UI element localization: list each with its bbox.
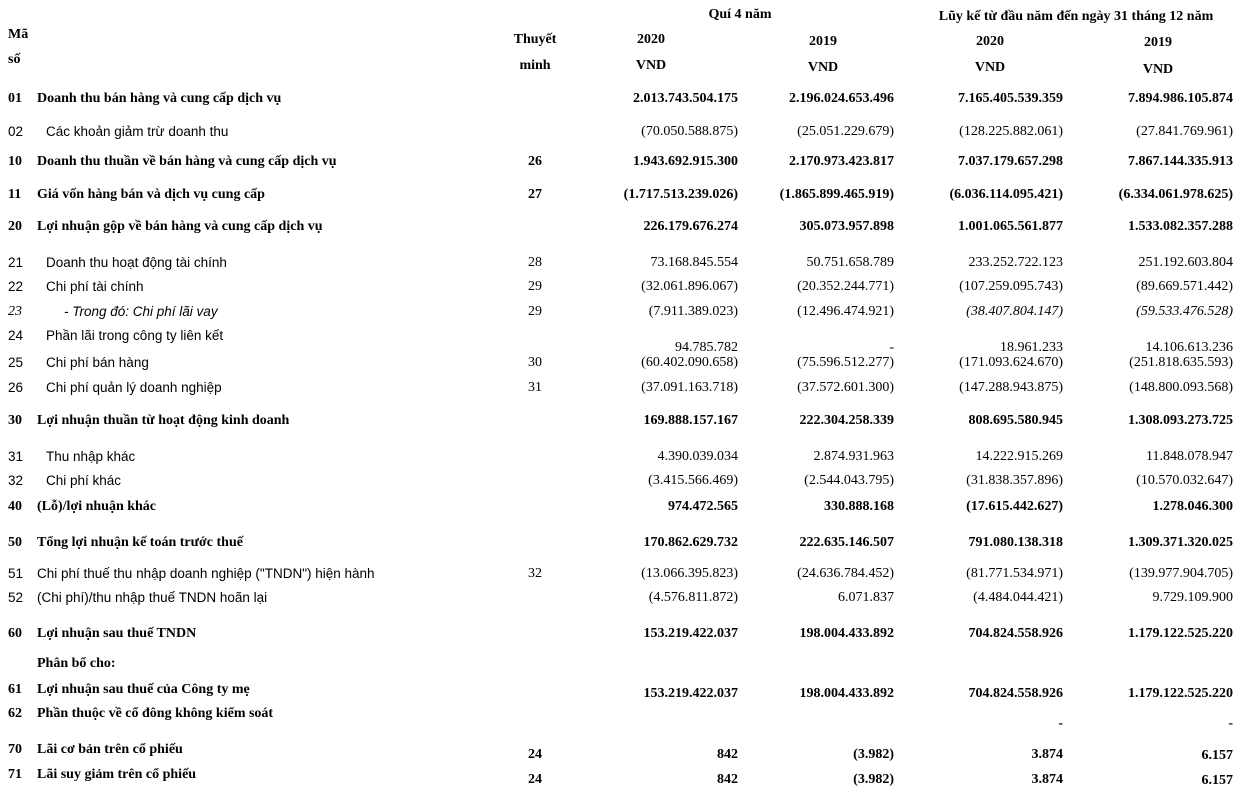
row-code: 61 xyxy=(8,682,22,697)
header-col4-year: 2019 xyxy=(1144,35,1172,50)
value-ytd-2020: (4.484.044.421) xyxy=(973,590,1063,605)
header-col1-unit: VND xyxy=(635,58,667,73)
row-code: 26 xyxy=(8,380,24,395)
value-q4-2019: 305.073.957.898 xyxy=(799,219,894,234)
table-row xyxy=(0,413,1250,433)
row-label: (Chi phí)/thu nhập thuế TNDN hoãn lại xyxy=(37,590,268,605)
row-label: Giá vốn hàng bán và dịch vụ cung cấp xyxy=(37,187,265,202)
value-q4-2019: 222.635.146.507 xyxy=(799,535,894,550)
row-note: 27 xyxy=(528,187,542,202)
row-label: Lợi nhuận thuần từ hoạt động kinh doanh xyxy=(37,413,290,428)
value-q4-2019: 2.170.973.423.817 xyxy=(789,154,894,169)
row-code: 40 xyxy=(8,499,22,514)
row-code: 10 xyxy=(8,154,22,169)
value-q4-2019: (3.982) xyxy=(853,747,894,762)
value-ytd-2019: 1.179.122.525.220 xyxy=(1128,626,1233,641)
table-row xyxy=(0,255,1250,275)
value-ytd-2019: (27.841.769.961) xyxy=(1136,124,1233,139)
value-ytd-2020: 7.037.179.657.298 xyxy=(958,154,1063,169)
value-ytd-2019: (139.977.904.705) xyxy=(1129,566,1233,581)
row-code: 31 xyxy=(8,449,24,464)
row-label: Các khoản giảm trừ doanh thu xyxy=(46,124,229,139)
value-ytd-2019: 1.309.371.320.025 xyxy=(1128,535,1233,550)
value-q4-2020: (37.091.163.718) xyxy=(641,380,738,395)
value-q4-2020: (70.050.588.875) xyxy=(641,124,738,139)
row-note: 24 xyxy=(528,747,542,762)
table-row xyxy=(0,590,1250,610)
value-ytd-2019: 1.308.093.273.725 xyxy=(1128,413,1233,428)
value-q4-2020: 842 xyxy=(717,772,738,787)
table-row xyxy=(0,304,1250,324)
table-row xyxy=(0,706,1250,731)
header-group-ytd: Lũy kế từ đầu năm đến ngày 31 tháng 12 năm xyxy=(938,9,1214,24)
row-label: (Lỗ)/lợi nhuận khác xyxy=(37,499,157,514)
row-label: Doanh thu hoạt động tài chính xyxy=(46,255,227,270)
value-ytd-2019: 6.157 xyxy=(1201,773,1233,788)
row-label: Tổng lợi nhuận kế toán trước thuế xyxy=(37,535,243,550)
header-note-bottom: minh xyxy=(519,58,551,73)
value-ytd-2020: - xyxy=(1058,716,1063,731)
row-code: 22 xyxy=(8,279,24,294)
value-q4-2020: 170.862.629.732 xyxy=(643,535,738,550)
row-code: 50 xyxy=(8,535,22,550)
value-q4-2020: 153.219.422.037 xyxy=(643,626,738,641)
value-q4-2020: 153.219.422.037 xyxy=(643,686,738,701)
table-row xyxy=(0,187,1250,207)
value-q4-2020: 2.013.743.504.175 xyxy=(633,91,738,106)
value-q4-2020: (13.066.395.823) xyxy=(641,566,738,581)
value-q4-2019: (75.596.512.277) xyxy=(797,355,894,370)
header-col1-year: 2020 xyxy=(637,32,665,47)
row-code: 02 xyxy=(8,124,24,139)
value-q4-2019: 198.004.433.892 xyxy=(799,686,894,701)
row-label: Lợi nhuận sau thuế của Công ty mẹ xyxy=(37,682,250,697)
value-ytd-2019: 9.729.109.900 xyxy=(1152,590,1233,605)
value-q4-2020: 974.472.565 xyxy=(668,499,738,514)
row-code: 51 xyxy=(8,566,24,581)
value-q4-2019: (3.982) xyxy=(853,772,894,787)
row-label: Phân bổ cho: xyxy=(37,656,116,671)
row-note: 30 xyxy=(528,355,542,370)
value-ytd-2019: (148.800.093.568) xyxy=(1129,380,1233,395)
value-ytd-2019: (59.533.476.528) xyxy=(1136,304,1233,319)
value-ytd-2019: (251.818.635.593) xyxy=(1129,355,1233,370)
row-code: 60 xyxy=(8,626,22,641)
row-code: 11 xyxy=(8,187,22,202)
table-row xyxy=(0,449,1250,469)
value-q4-2020: 169.888.157.167 xyxy=(643,413,738,428)
header-col2-year: 2019 xyxy=(809,34,837,49)
row-label: Lãi cơ bản trên cổ phiếu xyxy=(37,742,183,757)
row-note: 24 xyxy=(528,772,542,787)
row-code: 23 xyxy=(8,304,22,319)
value-q4-2019: (20.352.244.771) xyxy=(797,279,894,294)
value-q4-2020: 73.168.845.554 xyxy=(650,255,738,270)
value-ytd-2020: (128.225.882.061) xyxy=(959,124,1063,139)
table-row xyxy=(0,473,1250,493)
value-ytd-2019: 11.848.078.947 xyxy=(1146,449,1233,464)
table-row xyxy=(0,380,1250,400)
table-row xyxy=(0,535,1250,555)
value-q4-2020: (32.061.896.067) xyxy=(641,279,738,294)
value-ytd-2020: 3.874 xyxy=(1031,747,1063,762)
row-label: - Trong đó: Chi phí lãi vay xyxy=(64,304,218,319)
value-ytd-2019: (10.570.032.647) xyxy=(1136,473,1233,488)
row-note: 29 xyxy=(528,279,542,294)
value-ytd-2020: (171.093.624.670) xyxy=(959,355,1063,370)
value-ytd-2020: 704.824.558.926 xyxy=(968,626,1063,641)
table-row xyxy=(0,124,1250,144)
value-ytd-2019: 1.278.046.300 xyxy=(1152,499,1233,514)
value-ytd-2019: 251.192.603.804 xyxy=(1138,255,1233,270)
row-label: Phần thuộc về cổ đông không kiểm soát xyxy=(37,706,274,721)
table-row xyxy=(0,328,1250,355)
table-row xyxy=(0,566,1250,586)
value-q4-2019: - xyxy=(889,340,894,355)
row-label: Chi phí tài chính xyxy=(46,279,144,294)
row-code: 62 xyxy=(8,706,22,721)
row-label: Doanh thu bán hàng và cung cấp dịch vụ xyxy=(37,91,282,106)
value-ytd-2020: 808.695.580.945 xyxy=(968,413,1063,428)
row-label: Thu nhập khác xyxy=(46,449,136,464)
row-code: 71 xyxy=(8,767,22,782)
value-ytd-2019: - xyxy=(1228,716,1233,731)
value-q4-2019: (2.544.043.795) xyxy=(804,473,894,488)
header-group-quarter: Quí 4 năm xyxy=(708,7,772,22)
header-col2-unit: VND xyxy=(807,60,839,75)
value-q4-2019: (37.572.601.300) xyxy=(797,380,894,395)
row-label: Lợi nhuận gộp về bán hàng và cung cấp dịch vụ xyxy=(37,219,323,234)
value-q4-2019: (25.051.229.679) xyxy=(797,124,894,139)
row-note: 29 xyxy=(528,304,542,319)
value-ytd-2020: 3.874 xyxy=(1031,772,1063,787)
value-ytd-2020: (17.615.442.627) xyxy=(966,499,1063,514)
value-ytd-2020: 791.080.138.318 xyxy=(968,535,1063,550)
value-ytd-2019: 7.867.144.335.913 xyxy=(1128,154,1233,169)
value-ytd-2020: (107.259.095.743) xyxy=(959,279,1063,294)
value-q4-2020: 842 xyxy=(717,747,738,762)
value-ytd-2020: (81.771.534.971) xyxy=(966,566,1063,581)
row-code: 01 xyxy=(8,91,22,106)
value-ytd-2019: 14.106.613.236 xyxy=(1145,340,1233,355)
header-code-bottom: số xyxy=(8,52,21,67)
row-code: 30 xyxy=(8,413,22,428)
table-row xyxy=(0,219,1250,239)
row-label: Doanh thu thuần về bán hàng và cung cấp dịch vụ xyxy=(37,154,337,169)
table-row xyxy=(0,355,1250,375)
value-q4-2019: 2.196.024.653.496 xyxy=(789,91,894,106)
row-note: 26 xyxy=(528,154,542,169)
row-label: Chi phí thuế thu nhập doanh nghiệp ("TNDN") hiện hành xyxy=(37,566,375,581)
row-note: 32 xyxy=(528,566,542,581)
value-q4-2019: 50.751.658.789 xyxy=(806,255,894,270)
table-row xyxy=(0,682,1250,702)
value-q4-2020: 1.943.692.915.300 xyxy=(633,154,738,169)
value-ytd-2019: (89.669.571.442) xyxy=(1136,279,1233,294)
value-ytd-2019: (6.334.061.978.625) xyxy=(1118,187,1233,202)
table-row xyxy=(0,742,1250,762)
value-ytd-2019: 1.179.122.525.220 xyxy=(1128,686,1233,701)
table-row xyxy=(0,626,1250,646)
table-row xyxy=(0,767,1250,787)
value-q4-2019: 6.071.837 xyxy=(838,590,894,605)
row-label: Chi phí khác xyxy=(46,473,122,488)
value-q4-2020: 4.390.039.034 xyxy=(657,449,738,464)
value-q4-2020: (7.911.389.023) xyxy=(648,304,738,319)
row-note: 28 xyxy=(528,255,542,270)
value-q4-2019: (24.636.784.452) xyxy=(797,566,894,581)
value-q4-2020: 226.179.676.274 xyxy=(643,219,738,234)
header-col3-unit: VND xyxy=(974,60,1006,75)
row-code: 20 xyxy=(8,219,22,234)
value-ytd-2019: 6.157 xyxy=(1201,748,1233,763)
value-ytd-2020: 1.001.065.561.877 xyxy=(958,219,1063,234)
value-ytd-2020: (147.288.943.875) xyxy=(959,380,1063,395)
value-q4-2020: 94.785.782 xyxy=(675,340,738,355)
row-label: Lợi nhuận sau thuế TNDN xyxy=(37,626,197,641)
value-ytd-2020: 7.165.405.539.359 xyxy=(958,91,1063,106)
table-row xyxy=(0,154,1250,174)
value-ytd-2020: (6.036.114.095.421) xyxy=(949,187,1063,202)
row-code: 24 xyxy=(8,328,24,343)
header-code-top: Mã xyxy=(8,27,29,42)
value-ytd-2020: 18.961.233 xyxy=(1000,340,1063,355)
value-ytd-2020: (31.838.357.896) xyxy=(966,473,1063,488)
row-label: Lãi suy giảm trên cổ phiếu xyxy=(37,767,197,782)
value-q4-2020: (60.402.090.658) xyxy=(641,355,738,370)
value-q4-2019: (1.865.899.465.919) xyxy=(779,187,894,202)
row-code: 52 xyxy=(8,590,24,605)
value-ytd-2019: 1.533.082.357.288 xyxy=(1128,219,1233,234)
table-row xyxy=(0,499,1250,519)
row-code: 21 xyxy=(8,255,24,270)
value-q4-2019: 222.304.258.339 xyxy=(799,413,894,428)
row-code: 32 xyxy=(8,473,24,488)
value-ytd-2020: (38.407.804.147) xyxy=(966,304,1063,319)
row-code: 70 xyxy=(8,742,22,757)
table-row xyxy=(0,279,1250,299)
value-ytd-2020: 233.252.722.123 xyxy=(968,255,1063,270)
row-label: Chi phí quản lý doanh nghiệp xyxy=(46,380,222,395)
row-note: 31 xyxy=(528,380,542,395)
value-q4-2020: (1.717.513.239.026) xyxy=(623,187,738,202)
header-col3-year: 2020 xyxy=(976,34,1004,49)
row-code: 25 xyxy=(8,355,24,370)
row-label: Chi phí bán hàng xyxy=(46,355,149,370)
value-q4-2019: 198.004.433.892 xyxy=(799,626,894,641)
value-q4-2020: (4.576.811.872) xyxy=(648,590,738,605)
row-label: Phần lãi trong công ty liên kết xyxy=(46,328,224,343)
value-q4-2019: 2.874.931.963 xyxy=(813,449,894,464)
table-row xyxy=(0,656,1250,676)
value-q4-2019: 330.888.168 xyxy=(824,499,894,514)
table-row xyxy=(0,91,1250,111)
value-ytd-2020: 704.824.558.926 xyxy=(968,686,1063,701)
value-ytd-2019: 7.894.986.105.874 xyxy=(1128,91,1233,106)
header-col4-unit: VND xyxy=(1142,62,1174,77)
header-note-top: Thuyết xyxy=(513,32,557,47)
value-q4-2020: (3.415.566.469) xyxy=(648,473,738,488)
value-q4-2019: (12.496.474.921) xyxy=(797,304,894,319)
value-ytd-2020: 14.222.915.269 xyxy=(975,449,1063,464)
